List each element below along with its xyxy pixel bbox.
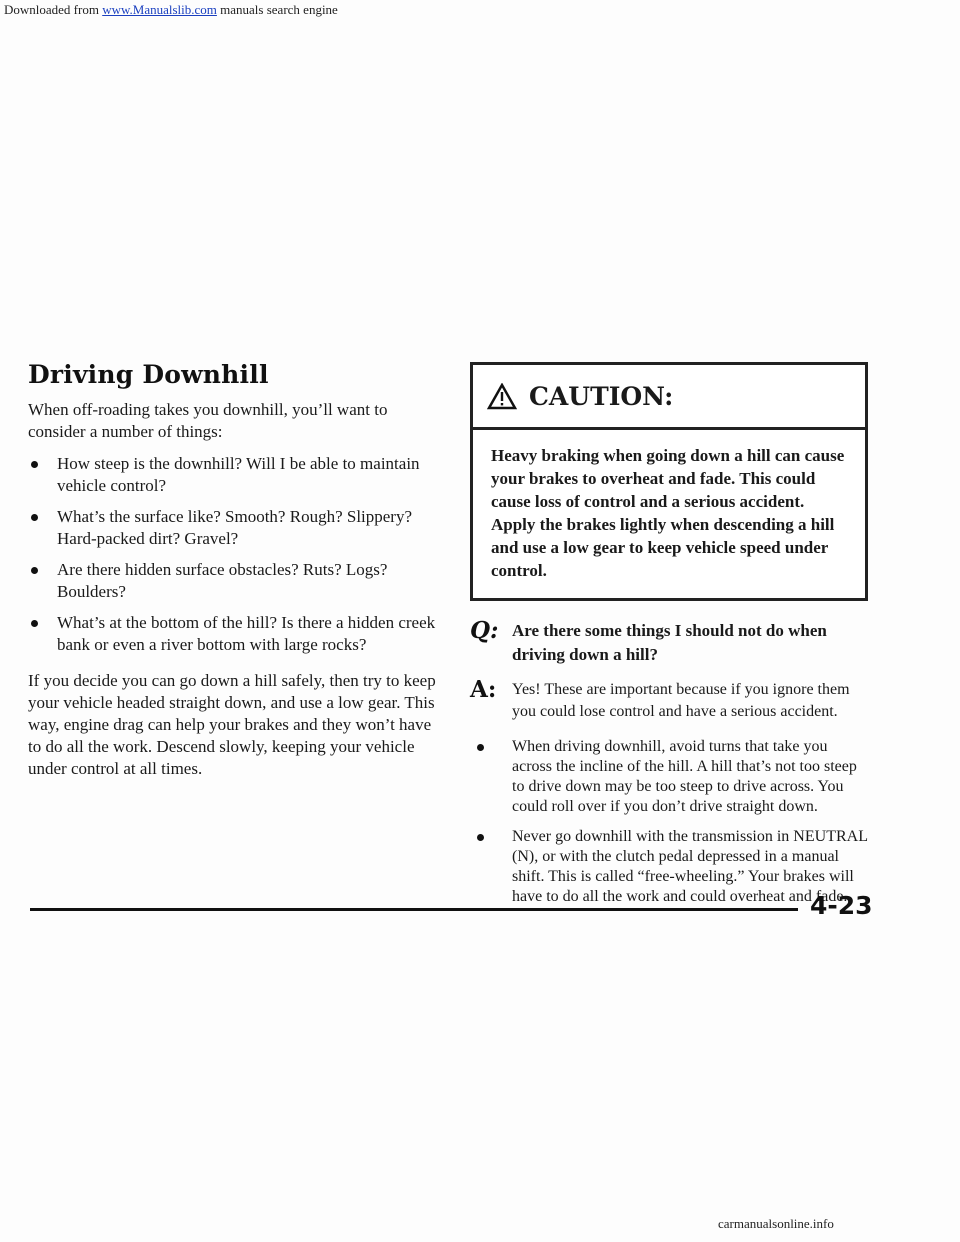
list-item-text: What’s the surface like? Smooth? Rough? Slippery? Hard-packed dirt? Gravel? — [57, 507, 413, 548]
list-item — [28, 612, 438, 656]
bullet-icon — [477, 834, 484, 841]
intro-paragraph: When off-roading takes you downhill, you’ll want to consider a number of things: — [28, 400, 388, 441]
considerations-list — [28, 453, 438, 656]
list-item — [470, 737, 870, 817]
download-header — [4, 2, 338, 18]
question-text: Are there some things I should not do when driving down a hill? — [512, 621, 827, 664]
question-marker: Q: — [470, 617, 499, 644]
footer-rule — [30, 908, 798, 911]
bullet-icon — [31, 567, 38, 574]
section-title: Driving Downhill — [28, 360, 269, 389]
list-item — [28, 506, 438, 550]
list-item — [28, 559, 438, 603]
answer-block — [470, 676, 870, 723]
answer-text: Yes! These are important because if you ignore them you could lose control and have a serious accident. — [512, 681, 850, 720]
list-item-text: What’s at the bottom of the hill? Is there a hidden creek bank or even a river bottom with large rocks? — [57, 613, 436, 654]
list-item — [28, 453, 438, 497]
manualslib-link[interactable]: www.Manualslib.com — [102, 2, 217, 17]
dont-list — [470, 737, 870, 907]
bullet-icon — [31, 461, 38, 468]
list-item-text: Are there hidden surface obstacles? Ruts? Logs? Boulders? — [57, 560, 388, 601]
right-column — [470, 362, 870, 917]
list-item-text: How steep is the downhill? Will I be able to maintain vehicle control? — [57, 454, 420, 495]
body-paragraph: If you decide you can go down a hill safely, then try to keep your vehicle headed straight down, and use a low gear. This way, engine drag can help your brakes and they won’t have to do all the work. Descend slowly, keeping your vehicle under control at all times. — [28, 671, 436, 778]
list-item-text: When driving downhill, avoid turns that take you across the incline of the hill. A hill that’s not too steep to drive down may be too steep to drive across. You could roll over if you don’t drive straight down. — [512, 738, 857, 815]
caution-box — [470, 362, 868, 601]
page-number: 4-23 — [810, 891, 873, 920]
header-prefix: Downloaded from — [4, 2, 103, 17]
caution-header — [473, 365, 865, 430]
list-item-text: Never go downhill with the transmission in NEUTRAL (N), or with the clutch pedal depressed in a manual shift. This is called “free-wheeling.” Your brakes will have to do all the work and could overheat and fade. — [512, 828, 868, 905]
left-column — [28, 360, 438, 780]
bullet-icon — [477, 744, 484, 751]
warning-triangle-icon — [487, 383, 517, 410]
answer-marker: A: — [470, 676, 497, 703]
header-suffix: manuals search engine — [216, 2, 338, 17]
site-watermark: carmanualsonline.info — [718, 1216, 834, 1231]
question-block — [470, 619, 870, 667]
caution-text: Heavy braking when going down a hill can cause your brakes to overheat and fade. This could cause loss of control and a serious accident. Apply the brakes lightly when descending a hill and use a low gear to keep vehicle speed under control. — [491, 446, 845, 580]
caution-title: CAUTION: — [529, 381, 674, 411]
bullet-icon — [31, 514, 38, 521]
bullet-icon — [31, 620, 38, 627]
